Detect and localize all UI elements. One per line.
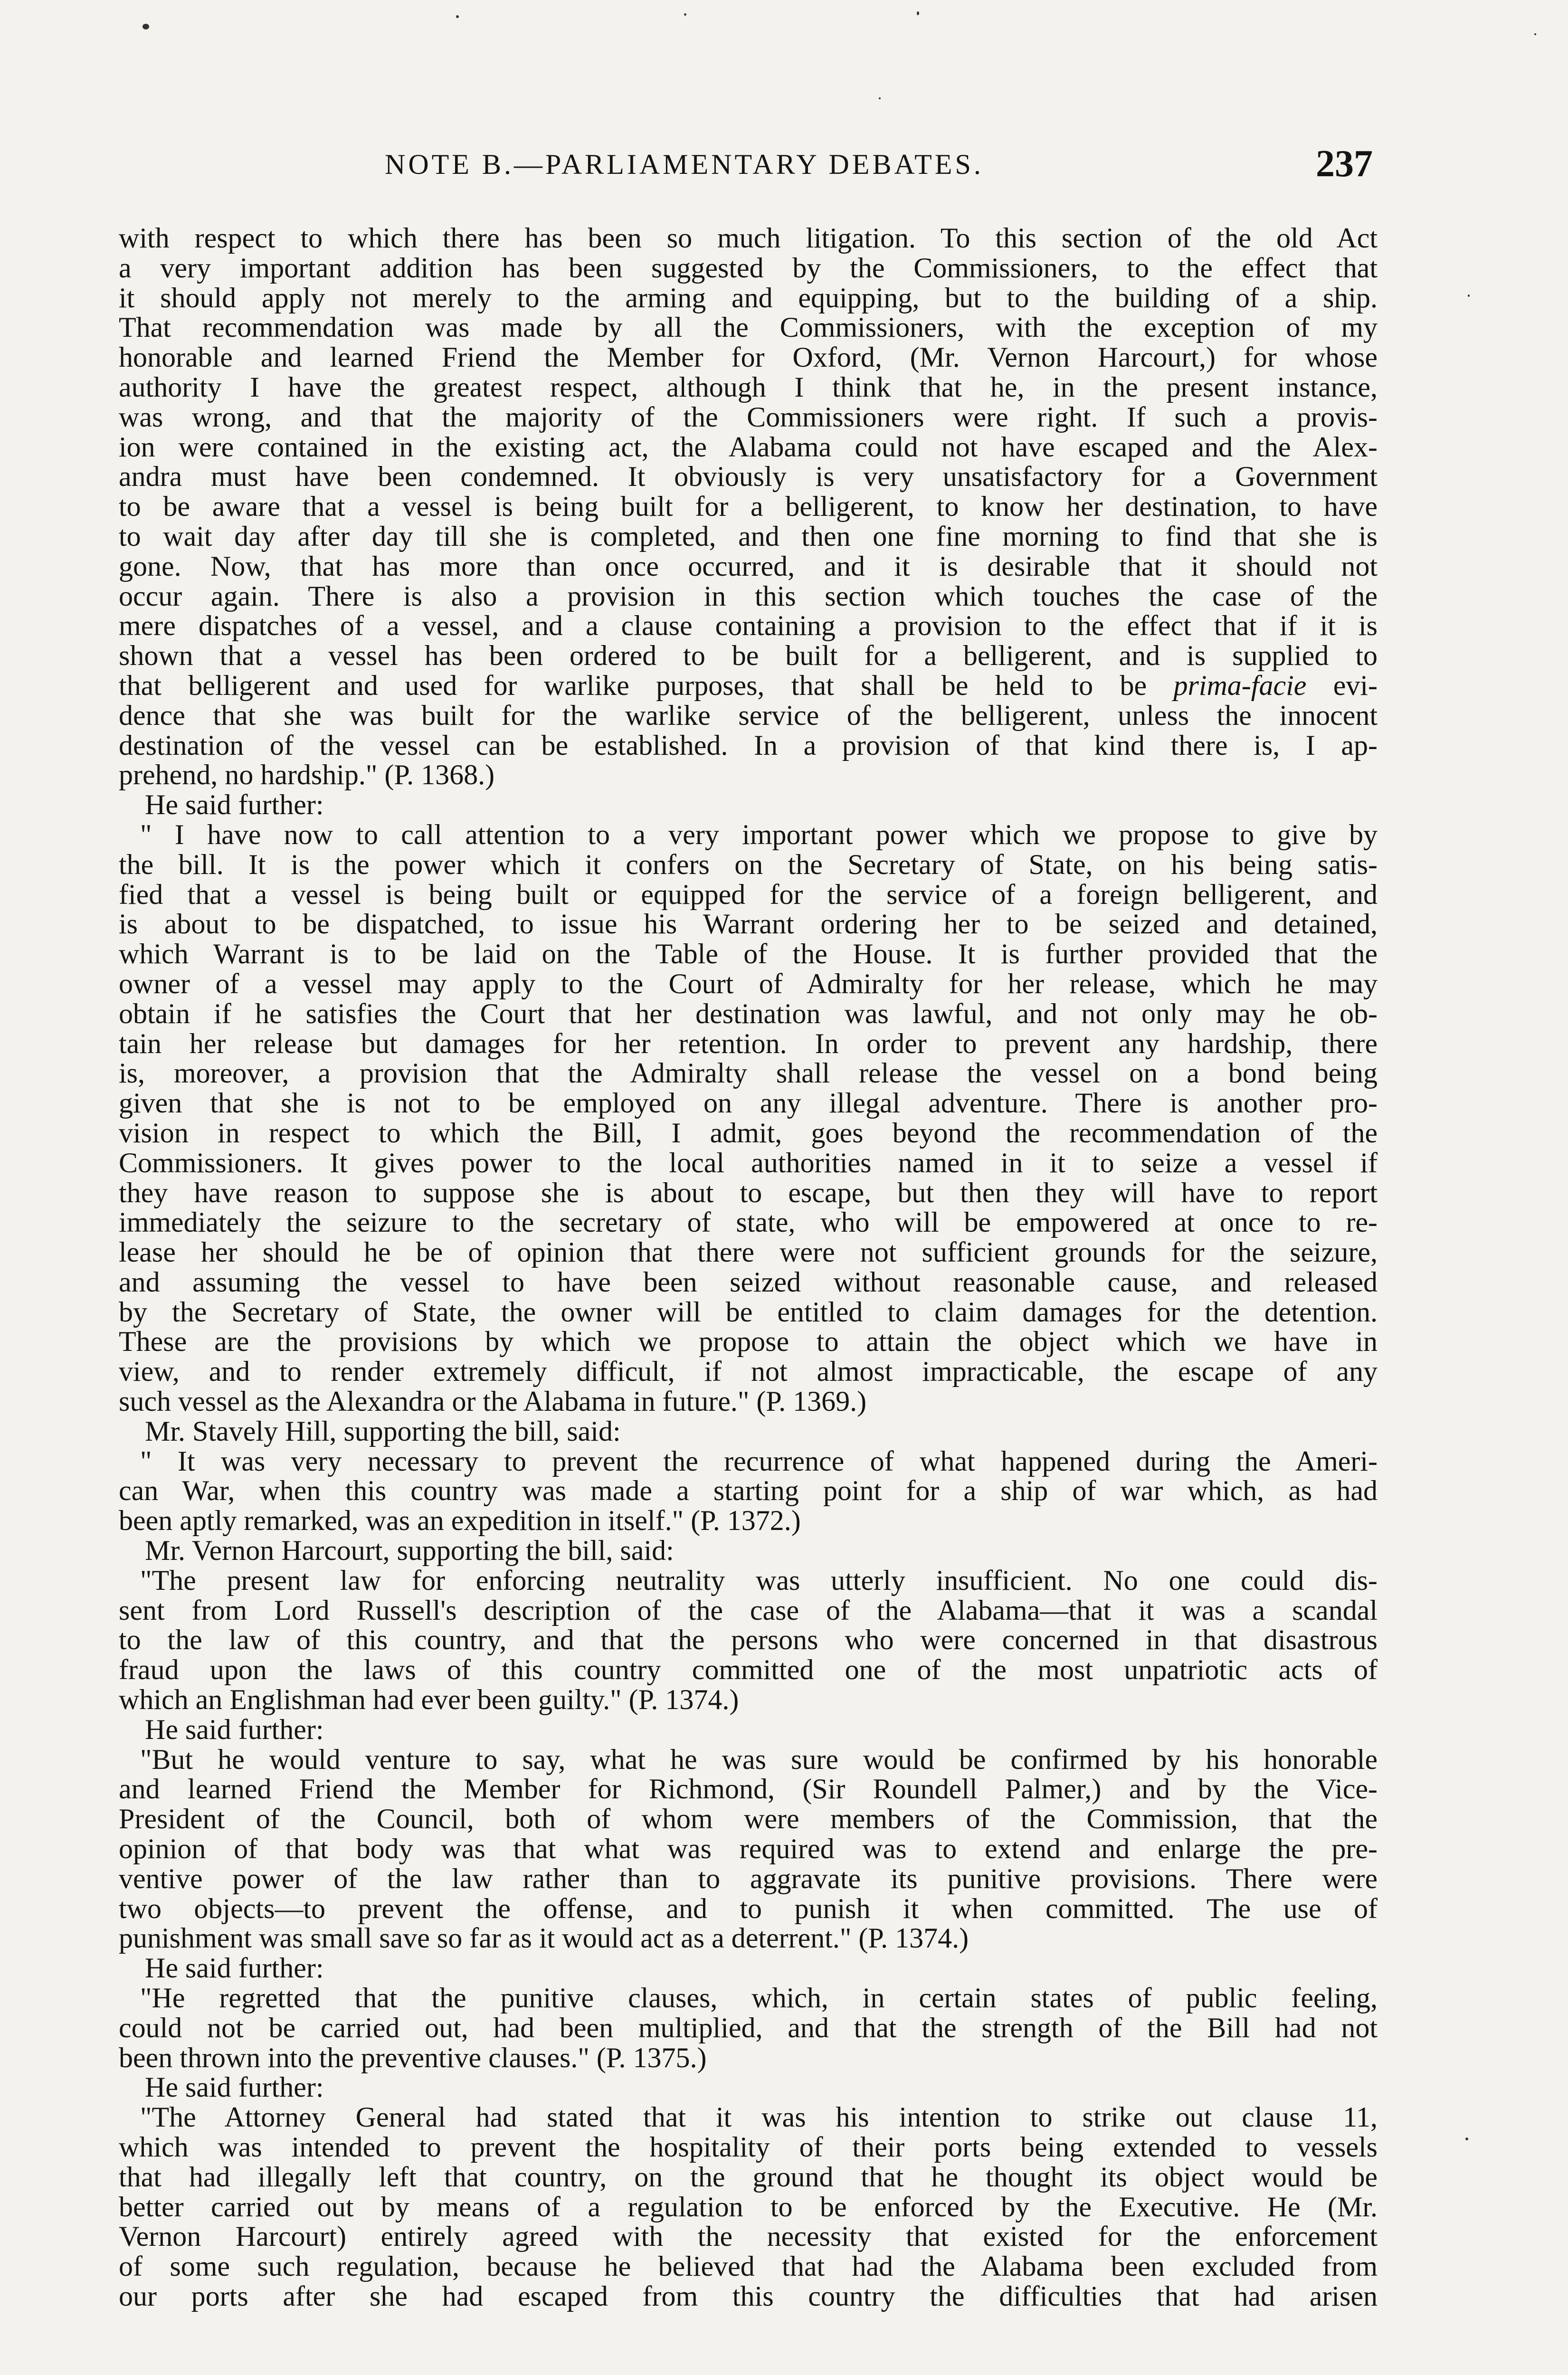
page-header: [119, 142, 1373, 195]
text-line: Commissioners. It gives power to the local authorities named in it to seize a vessel if: [119, 1147, 1378, 1178]
text-line: and assuming the vessel to have been seized without reasonable cause, and released: [119, 1266, 1378, 1298]
text-line: opinion of that body was that what was required was to extend and enlarge the pre-: [119, 1833, 1378, 1865]
text-line: our ports after she had escaped from this country the difficulties that had arisen: [119, 2280, 1378, 2312]
scan-speck: [684, 13, 686, 16]
text-line: " I have now to call attention to a very important power which we propose to give by: [140, 818, 1378, 850]
page-number: 237: [1316, 143, 1373, 185]
text-line: of some such regulation, because he believed that had the Alabama been excluded from: [119, 2251, 1378, 2282]
text-line: been aptly remarked, was an expedition in itself." (P. 1372.): [119, 1505, 801, 1537]
scan-speck: [1534, 33, 1536, 35]
text-line: Vernon Harcourt) entirely agreed with the necessity that existed for the enforcement: [119, 2221, 1378, 2252]
text-line: it should apply not merely to the arming and equipping, but to the building of a ship.: [119, 282, 1378, 314]
running-head: NOTE B.—PARLIAMENTARY DEBATES.: [385, 149, 984, 180]
text-line: to wait day after day till she is completed, and then one fine morning to find that she is: [119, 520, 1378, 552]
text-line: dence that she was built for the warlike service of the belligerent, unless the innocent: [119, 699, 1378, 731]
text-line: andra must have been condemned. It obviously is very unsatisfactory for a Government: [119, 461, 1378, 493]
text-line: which was intended to prevent the hospitality of their ports being extended to vessels: [119, 2131, 1378, 2163]
text-line: given that she is not to be employed on any illegal adventure. There is another pro-: [119, 1087, 1378, 1119]
text-line: that had illegally left that country, on the ground that he thought its object would be: [119, 2161, 1378, 2193]
text-line: "The present law for enforcing neutrality was utterly insufficient. No one could dis-: [140, 1564, 1378, 1596]
text-line: such vessel as the Alexandra or the Alabama in future." (P. 1369.): [119, 1386, 867, 1417]
text-line: is, moreover, a provision that the Admiralty shall release the vessel on a bond being: [119, 1057, 1378, 1089]
text-line: fraud upon the laws of this country committed one of the most unpatriotic acts of: [119, 1654, 1378, 1686]
text-line: He said further:: [145, 1713, 324, 1745]
text-line: honorable and learned Friend the Member for Oxford, (Mr. Vernon Harcourt,) for whose: [119, 342, 1378, 373]
text-line: prehend, no hardship." (P. 1368.): [119, 759, 495, 791]
text-line: " It was very necessary to prevent the recurrence of what happened during the Ameri-: [140, 1445, 1378, 1477]
text-line: lease her should he be of opinion that there were not sufficient grounds for the seizure,: [119, 1236, 1378, 1268]
scan-speck: [456, 15, 459, 18]
text-line: was wrong, and that the majority of the Commissioners were right. If such a provis-: [119, 401, 1378, 433]
text-line: and learned Friend the Member for Richmond, (Sir Roundell Palmer,) and by the Vice-: [119, 1773, 1378, 1805]
scan-speck: [1465, 2138, 1468, 2140]
text-line: that belligerent and used for warlike purposes, that shall be held to be prima-facie evi-: [119, 669, 1378, 701]
text-line: Mr. Vernon Harcourt, supporting the bill, said:: [145, 1535, 674, 1567]
text-line: immediately the seizure to the secretary of state, who will be empowered at once to re-: [119, 1206, 1378, 1238]
text-line: "The Attorney General had stated that it was his intention to strike out clause 11,: [140, 2101, 1378, 2133]
text-line: vision in respect to which the Bill, I admit, goes beyond the recommendation of the: [119, 1117, 1378, 1149]
text-line: shown that a vessel has been ordered to be built for a belligerent, and is supplied to: [119, 640, 1378, 672]
text-line: "But he would venture to say, what he was sure would be confirmed by his honorable: [140, 1743, 1378, 1775]
text-line: tain her release but damages for her retention. In order to prevent any hardship, there: [119, 1027, 1378, 1059]
text-line: ventive power of the law rather than to aggravate its punitive provisions. There were: [119, 1862, 1378, 1894]
scan-speck: [143, 24, 149, 29]
text-line: view, and to render extremely difficult, if not almost impracticable, the escape of any: [119, 1356, 1378, 1387]
text-line: the bill. It is the power which it confers on the Secretary of State, on his being satis-: [119, 848, 1378, 880]
text-line: President of the Council, both of whom were members of the Commission, that the: [119, 1803, 1378, 1835]
text-line: can War, when this country was made a starting point for a ship of war which, as had: [119, 1475, 1378, 1507]
text-line: ion were contained in the existing act, the Alabama could not have escaped and the Alex-: [119, 431, 1378, 463]
text-line: with respect to which there has been so much litigation. To this section of the old Act: [119, 223, 1378, 254]
text-line: "He regretted that the punitive clauses, which, in certain states of public feeling,: [140, 1982, 1378, 2014]
scan-speck: [879, 97, 881, 99]
text-line: gone. Now, that has more than once occurred, and it is desirable that it should not: [119, 550, 1378, 582]
scan-speck: [917, 11, 919, 15]
text-line: occur again. There is also a provision in this section which touches the case of the: [119, 580, 1378, 612]
text-line: they have reason to suppose she is about to escape, but then they will have to report: [119, 1177, 1378, 1208]
text-line: owner of a vessel may apply to the Court of Admiralty for her release, which he may: [119, 968, 1378, 999]
text-line: a very important addition has been suggested by the Commissioners, to the effect that: [119, 252, 1378, 284]
text-line: which an Englishman had ever been guilty." (P. 1374.): [119, 1684, 739, 1716]
text-line: could not be carried out, had been multiplied, and that the strength of the Bill had not: [119, 2012, 1378, 2043]
text-line: two objects—to prevent the offense, and to punish it when committed. The use of: [119, 1892, 1378, 1924]
text-line: Mr. Stavely Hill, supporting the bill, said:: [145, 1415, 621, 1447]
text-line: to the law of this country, and that the persons who were concerned in that disastrous: [119, 1624, 1378, 1656]
text-line: He said further:: [145, 789, 324, 821]
text-line: fied that a vessel is being built or equipped for the service of a foreign belligerent, and: [119, 878, 1378, 910]
text-line: That recommendation was made by all the Commissioners, with the exception of my: [119, 312, 1378, 343]
text-line: punishment was small save so far as it would act as a deterrent." (P. 1374.): [119, 1922, 969, 1954]
text-line: These are the provisions by which we propose to attain the object which we have in: [119, 1326, 1378, 1358]
italic-phrase: prima-facie: [1173, 669, 1307, 701]
body-text: [119, 223, 1378, 2375]
text-line: He said further:: [145, 2071, 324, 2103]
text-line: sent from Lord Russell's description of the case of the Alabama—that it was a scandal: [119, 1594, 1378, 1626]
text-line: He said further:: [145, 1952, 324, 1984]
text-line: mere dispatches of a vessel, and a clause containing a provision to the effect that if it is: [119, 610, 1378, 642]
scan-speck: [1468, 294, 1470, 297]
text-line: been thrown into the preventive clauses." (P. 1375.): [119, 2042, 707, 2073]
text-line: by the Secretary of State, the owner will be entitled to claim damages for the detention.: [119, 1296, 1378, 1328]
text-line: authority I have the greatest respect, although I think that he, in the present instance,: [119, 371, 1378, 403]
text-line: better carried out by means of a regulation to be enforced by the Executive. He (Mr.: [119, 2191, 1378, 2223]
text-line: to be aware that a vessel is being built for a belligerent, to know her destination, to have: [119, 491, 1378, 522]
text-line: destination of the vessel can be established. In a provision of that kind there is, I ap-: [119, 729, 1378, 761]
text-line: which Warrant is to be laid on the Table of the House. It is further provided that the: [119, 938, 1378, 970]
text-line: is about to be dispatched, to issue his Warrant ordering her to be seized and detained,: [119, 908, 1378, 940]
text-line: obtain if he satisfies the Court that her destination was lawful, and not only may he ob-: [119, 998, 1378, 1029]
